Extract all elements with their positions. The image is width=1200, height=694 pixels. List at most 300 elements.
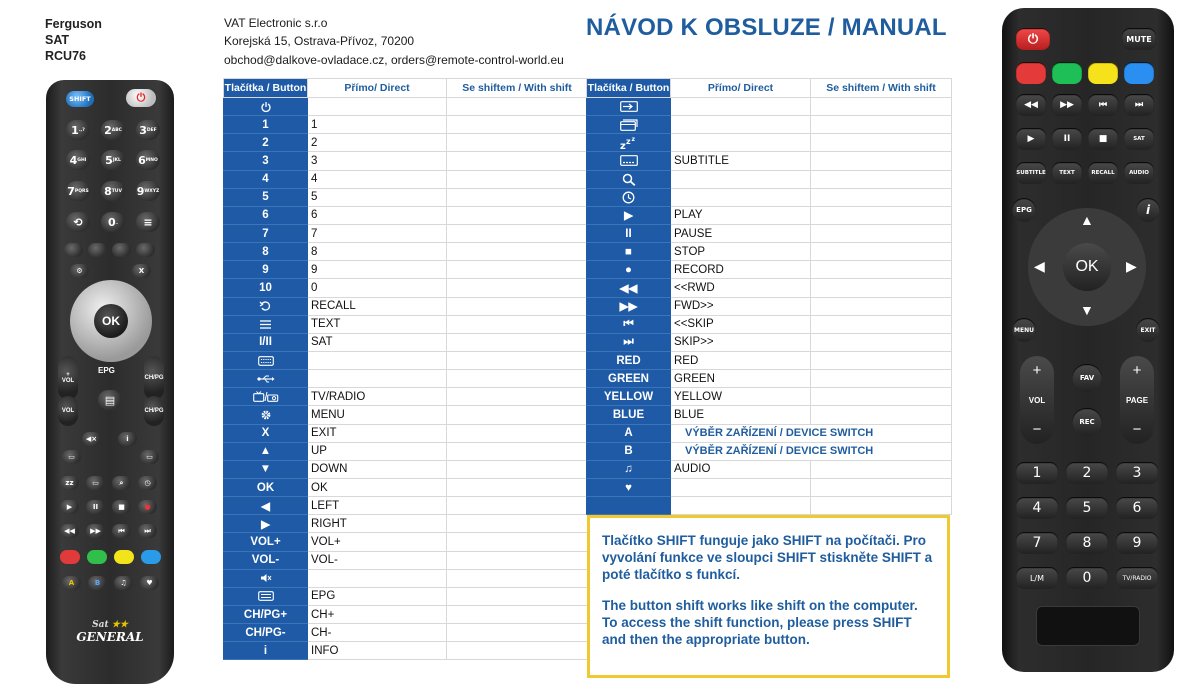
rr-fav-button: FAV	[1072, 364, 1102, 392]
shift-cell	[447, 134, 588, 152]
table-row	[224, 642, 588, 660]
lr-shift-button: SHIFT	[66, 91, 94, 107]
lr-prev-icon: ⏮	[112, 524, 131, 538]
direct-cell: CH+	[308, 605, 447, 623]
shift-cell	[447, 569, 588, 587]
direct-cell: 9	[308, 261, 447, 279]
header-direct: Přímo/ Direct	[308, 79, 447, 98]
lr-extra-button-4: ♥	[140, 576, 159, 590]
lr-digit-sublabel: TUV	[111, 188, 122, 194]
rr-digit-7: 7	[1016, 532, 1058, 554]
table-row	[587, 279, 952, 297]
direct-cell: 8	[308, 243, 447, 261]
direct-cell: RECALL	[308, 297, 447, 315]
rr-color-button-2	[1052, 62, 1082, 84]
shift-cell	[811, 279, 952, 297]
table-row	[587, 98, 952, 116]
key-zoom-icon	[587, 170, 671, 188]
direct-cell: RECORD	[671, 261, 811, 279]
key-windows-icon	[587, 116, 671, 134]
direct-cell: VOL-	[308, 551, 447, 569]
direct-cell: INFO	[308, 642, 447, 660]
shift-cell	[447, 224, 588, 242]
lr-epg-button: ▤	[98, 390, 122, 410]
rr-row1-button-4: ⏭	[1124, 94, 1154, 116]
shift-cell	[447, 642, 588, 660]
rr-page-label: PAGE	[1125, 395, 1149, 405]
lr-extra-button-3: ♫	[114, 576, 133, 590]
key-label: X	[224, 424, 308, 442]
header-shift: Se shiftem / With shift	[447, 79, 588, 98]
key-label: II	[587, 224, 671, 242]
shift-cell	[811, 497, 952, 515]
lr-fwd-icon: ▶▶	[86, 524, 105, 538]
direct-cell: 3	[308, 152, 447, 170]
shift-cell	[447, 442, 588, 460]
table-row	[587, 170, 952, 188]
shift-cell	[811, 206, 952, 224]
left-remote-image	[46, 80, 174, 684]
table-row	[224, 497, 588, 515]
table-row	[224, 206, 588, 224]
direct-cell	[671, 188, 811, 206]
direct-cell: 0	[308, 279, 447, 297]
table-row	[224, 243, 588, 261]
lr-small-button-4	[136, 243, 155, 257]
key-label: 5	[224, 188, 308, 206]
key-epg-icon	[224, 587, 308, 605]
key-label: I/II	[224, 333, 308, 351]
key-power-icon	[224, 98, 308, 116]
header-shift: Se shiftem / With shift	[811, 79, 952, 98]
key-clock-icon	[587, 188, 671, 206]
key-label: 8	[224, 243, 308, 261]
table-row	[587, 152, 952, 170]
model-code: RCU76	[45, 49, 86, 63]
direct-cell: VOL+	[308, 533, 447, 551]
direct-cell	[671, 134, 811, 152]
lr-digit-7	[66, 181, 90, 201]
direct-cell: 4	[308, 170, 447, 188]
key-mute-icon	[224, 569, 308, 587]
lr-brand-logo	[60, 620, 160, 644]
key-label: ◀	[224, 497, 308, 515]
key-label: VOL-	[224, 551, 308, 569]
shift-cell	[811, 333, 952, 351]
direct-cell: RIGHT	[308, 515, 447, 533]
table-row	[224, 478, 588, 496]
direct-cell: AUDIO	[671, 460, 811, 478]
rr-digit-5: 5	[1066, 497, 1108, 519]
lr-record-icon: ●	[138, 500, 157, 514]
table-row	[587, 134, 952, 152]
shift-cell	[447, 98, 588, 116]
lr-zoom-icon: ⌕	[112, 476, 131, 490]
key-text-icon	[224, 315, 308, 333]
direct-cell: SAT	[308, 333, 447, 351]
shift-cell	[447, 388, 588, 406]
direct-cell: <<SKIP	[671, 315, 811, 333]
table-row	[224, 279, 588, 297]
lr-digit-8	[101, 181, 125, 201]
table-row	[224, 605, 588, 623]
key-label: 9	[224, 261, 308, 279]
direct-cell: OK	[308, 478, 447, 496]
lr-epg-label: EPG	[98, 366, 115, 375]
rr-row2-button-2: II	[1052, 128, 1082, 150]
key-label: ▶	[224, 515, 308, 533]
shift-cell	[447, 624, 588, 642]
shift-cell	[447, 333, 588, 351]
shift-cell	[811, 351, 952, 369]
rr-right-arrow-icon: ▶	[1126, 258, 1137, 274]
header-direct: Přímo/ Direct	[671, 79, 811, 98]
rr-row1-button-1: ◀◀	[1016, 94, 1046, 116]
lr-digit-sublabel: GHI	[77, 157, 87, 163]
key-tv-radio-icon	[224, 388, 308, 406]
lr-digit-sublabel: MNO	[145, 157, 158, 163]
shift-cell	[811, 261, 952, 279]
direct-cell	[308, 370, 447, 388]
rr-lm-button: L/M	[1016, 567, 1058, 589]
direct-cell: YELLOW	[671, 388, 811, 406]
table-row	[587, 315, 952, 333]
lr-subtitle-icon: ▭	[86, 476, 105, 490]
rr-power-button: ⏻	[1016, 28, 1050, 50]
table-row	[224, 515, 588, 533]
direct-cell	[671, 116, 811, 134]
shift-cell	[447, 279, 588, 297]
shift-cell	[811, 297, 952, 315]
lr-text-button: ≡	[136, 212, 160, 232]
lr-recall-button: ⟲	[66, 212, 90, 232]
lr-digit-sublabel: ABC	[111, 127, 122, 133]
table-row	[224, 134, 588, 152]
key-label: ♥	[587, 478, 671, 496]
lr-play-icon: ▶	[60, 500, 79, 514]
lr-digit-label: 6	[138, 153, 146, 167]
lr-small-button-1	[64, 243, 83, 257]
table-row	[587, 297, 952, 315]
table-row	[587, 224, 952, 242]
shift-cell	[811, 134, 952, 152]
table-row	[224, 152, 588, 170]
table-row	[587, 388, 952, 406]
table-row	[224, 315, 588, 333]
table-row	[224, 388, 588, 406]
key-label: ♫	[587, 460, 671, 478]
rr-color-button-1	[1016, 62, 1046, 84]
lr-digit-label: 2	[104, 123, 112, 137]
rr-digit-4: 4	[1016, 497, 1058, 519]
direct-cell: SKIP>>	[671, 333, 811, 351]
table-row	[224, 333, 588, 351]
key-label: ●	[587, 261, 671, 279]
rr-digit-1: 1	[1016, 462, 1058, 484]
direct-cell: TEXT	[308, 315, 447, 333]
lr-digit-label: 5	[105, 153, 113, 167]
model-labels	[45, 16, 102, 64]
direct-cell: PLAY	[671, 206, 811, 224]
shift-cell	[811, 460, 952, 478]
svg-text:z: z	[625, 136, 631, 146]
rr-row1-button-3: ⏮	[1088, 94, 1118, 116]
rr-page-plus: +	[1132, 362, 1142, 379]
direct-cell: 1	[308, 116, 447, 134]
lr-sleep-icon: zz	[60, 476, 79, 490]
lr-extra-button-2: B	[88, 576, 107, 590]
rr-color-button-4	[1124, 62, 1154, 84]
shift-cell	[447, 478, 588, 496]
table-row	[587, 478, 952, 496]
direct-cell: FWD>>	[671, 297, 811, 315]
lr-mute-icon: ◀×	[82, 432, 101, 446]
key-recall-icon	[224, 297, 308, 315]
table-row	[224, 297, 588, 315]
shift-cell	[447, 515, 588, 533]
rr-row2-button-4: SAT	[1124, 128, 1154, 150]
table-row	[224, 624, 588, 642]
table-row	[224, 351, 588, 369]
shift-cell	[811, 98, 952, 116]
button-table-right	[586, 78, 952, 515]
table-row	[587, 333, 952, 351]
rr-menu-button: MENU	[1012, 318, 1036, 342]
svg-text:z: z	[619, 140, 626, 150]
direct-cell	[308, 351, 447, 369]
direct-cell: 6	[308, 206, 447, 224]
key-label: 2	[224, 134, 308, 152]
shift-cell	[447, 587, 588, 605]
key-label: CH/PG-	[224, 624, 308, 642]
lr-color-button-3	[114, 550, 134, 564]
shift-cell	[811, 170, 952, 188]
rr-vol-rocker	[1020, 356, 1054, 444]
table-row	[224, 98, 588, 116]
rr-zero-button: 0	[1066, 567, 1108, 589]
company-contact: obchod@dalkove-ovladace.cz, orders@remote-control-world.eu	[224, 52, 564, 67]
shift-cell	[447, 370, 588, 388]
lr-digit-label: 7	[67, 184, 75, 198]
key-label	[587, 497, 671, 515]
lr-exit-button: X	[132, 264, 151, 278]
header-button: Tlačítka / Button	[587, 79, 671, 98]
direct-cell	[308, 98, 447, 116]
lr-color-button-4	[141, 550, 161, 564]
rr-row3-button-2: TEXT	[1052, 162, 1082, 184]
model-type: SAT	[45, 33, 70, 47]
page-title: NÁVOD K OBSLUZE / MANUAL	[586, 14, 947, 41]
table-row	[587, 497, 952, 515]
direct-cell: 2	[308, 134, 447, 152]
key-label: ▶	[587, 206, 671, 224]
header-button: Tlačítka / Button	[224, 79, 308, 98]
shift-cell	[447, 605, 588, 623]
lr-extra-button-1: A	[62, 576, 81, 590]
table-row	[224, 424, 588, 442]
direct-cell	[671, 98, 811, 116]
rr-display-window	[1036, 606, 1140, 646]
direct-cell: EPG	[308, 587, 447, 605]
key-keyboard-icon	[224, 351, 308, 369]
direct-cell: RED	[671, 351, 811, 369]
lr-pause-icon: II	[86, 500, 105, 514]
rr-row2-button-1: ▶	[1016, 128, 1046, 150]
key-label: 4	[224, 170, 308, 188]
rr-rec-button: REC	[1072, 408, 1102, 436]
direct-cell: GREEN	[671, 370, 811, 388]
direct-cell: 5	[308, 188, 447, 206]
rr-color-button-3	[1088, 62, 1118, 84]
company-address: Korejská 15, Ostrava-Přívoz, 70200	[224, 34, 415, 49]
lr-color-button-2	[87, 550, 107, 564]
key-label: ▶▶	[587, 297, 671, 315]
shift-cell	[447, 424, 588, 442]
table-row	[587, 370, 952, 388]
shift-cell	[811, 116, 952, 134]
key-label: ⏮	[587, 315, 671, 333]
lr-digit-label: 3	[139, 123, 147, 137]
rr-left-arrow-icon: ◀	[1034, 258, 1045, 274]
rr-mute-button: MUTE	[1122, 28, 1156, 50]
shift-cell	[811, 224, 952, 242]
key-label: A	[587, 424, 671, 442]
shift-cell	[447, 497, 588, 515]
direct-cell: 7	[308, 224, 447, 242]
rr-digit-9: 9	[1116, 532, 1158, 554]
lr-ch-down-rocker: CH/PG	[144, 396, 164, 426]
shift-cell	[447, 297, 588, 315]
company-name: VAT Electronic s.r.o	[224, 16, 328, 30]
lr-digit-label: 9	[136, 184, 145, 198]
lr-keyboard-icon: ▭	[62, 450, 81, 464]
direct-cell: EXIT	[308, 424, 447, 442]
lr-info-icon: i	[118, 432, 137, 446]
company-info	[224, 14, 564, 69]
rr-up-arrow-icon: ▲	[1080, 212, 1094, 228]
direct-cell: MENU	[308, 406, 447, 424]
key-label: ▼	[224, 460, 308, 478]
rr-row3-button-4: AUDIO	[1124, 162, 1154, 184]
key-usb-icon	[224, 370, 308, 388]
direct-cell: DOWN	[308, 460, 447, 478]
key-label: YELLOW	[587, 388, 671, 406]
note-english: The button shift works like shift on the computer. To access the shift function, please press SHIFT and then the appropriate button.	[602, 598, 918, 647]
lr-gear-icon: ⚙	[70, 264, 89, 278]
device-switch-cell: VÝBĚR ZAŘÍZENÍ / DEVICE SWITCH	[671, 424, 952, 442]
table-row	[587, 442, 952, 460]
rr-epg-button: EPG	[1012, 198, 1036, 222]
key-label: 3	[224, 152, 308, 170]
table-row	[224, 116, 588, 134]
table-row	[587, 243, 952, 261]
lr-clock-icon: ◷	[138, 476, 157, 490]
table-row	[587, 406, 952, 424]
key-label: BLUE	[587, 406, 671, 424]
lr-color-button-1	[60, 550, 80, 564]
table-row	[587, 188, 952, 206]
lr-rwd-icon: ◀◀	[60, 524, 79, 538]
key-label: ⏭	[587, 333, 671, 351]
table-row	[224, 261, 588, 279]
key-input-icon	[587, 98, 671, 116]
direct-cell: SUBTITLE	[671, 152, 811, 170]
direct-cell: PAUSE	[671, 224, 811, 242]
model-brand: Ferguson	[45, 17, 102, 31]
key-label: B	[587, 442, 671, 460]
key-label: ▲	[224, 442, 308, 460]
note-czech: Tlačítko SHIFT funguje jako SHIFT na počítači. Pro vyvolání funkce ve sloupci SHIFT stiskněte SHIFT a poté tlačítko s funkcí.	[602, 533, 933, 582]
rr-vol-plus: +	[1032, 362, 1042, 379]
lr-digit-sublabel: JKL	[112, 157, 121, 163]
shift-note-box	[587, 515, 950, 678]
lr-digit-0	[101, 212, 125, 232]
key-label: ◀◀	[587, 279, 671, 297]
rr-digit-3: 3	[1116, 462, 1158, 484]
table-row	[224, 188, 588, 206]
lr-digit-2	[101, 120, 125, 140]
shift-cell	[447, 188, 588, 206]
table-row	[587, 116, 952, 134]
rr-page-rocker	[1120, 356, 1154, 444]
table-row	[224, 460, 588, 478]
rr-exit-button: EXIT	[1136, 318, 1160, 342]
key-subtitle-icon	[587, 152, 671, 170]
lr-digit-3	[136, 120, 160, 140]
key-label: 1	[224, 116, 308, 134]
key-label: 10	[224, 279, 308, 297]
lr-digit-label: 8	[104, 184, 112, 198]
rr-digit-6: 6	[1116, 497, 1158, 519]
key-label: ■	[587, 243, 671, 261]
lr-digit-label: 4	[69, 153, 78, 167]
key-label: VOL+	[224, 533, 308, 551]
lr-digit-label: 1	[71, 123, 79, 137]
lr-digit-9	[136, 181, 160, 201]
direct-cell: LEFT	[308, 497, 447, 515]
table-row	[587, 261, 952, 279]
key-gear-icon	[224, 406, 308, 424]
shift-cell	[447, 170, 588, 188]
lr-ok-button: OK	[94, 304, 128, 338]
table-row	[224, 551, 588, 569]
rr-vol-label: VOL	[1028, 395, 1046, 405]
rr-down-arrow-icon: ▼	[1080, 302, 1094, 318]
shift-cell	[447, 206, 588, 224]
table-row	[587, 424, 952, 442]
table-row	[224, 170, 588, 188]
table-row	[224, 587, 588, 605]
lr-digit-label: 0	[108, 215, 116, 229]
lr-ch-up-rocker: CH/PG	[144, 356, 164, 400]
lr-digit-4	[66, 150, 90, 170]
shift-cell	[447, 533, 588, 551]
table-row	[587, 351, 952, 369]
table-row	[587, 206, 952, 224]
shift-cell	[447, 243, 588, 261]
lr-digit-6	[136, 150, 160, 170]
key-label: CH/PG+	[224, 605, 308, 623]
key-sleep-icon	[587, 134, 671, 152]
table-row	[224, 406, 588, 424]
shift-cell	[811, 243, 952, 261]
shift-cell	[447, 551, 588, 569]
direct-cell: <<RWD	[671, 279, 811, 297]
rr-page-minus: −	[1132, 421, 1142, 438]
rr-row2-button-3: ■	[1088, 128, 1118, 150]
key-label: i	[224, 642, 308, 660]
lr-digit-5	[101, 150, 125, 170]
